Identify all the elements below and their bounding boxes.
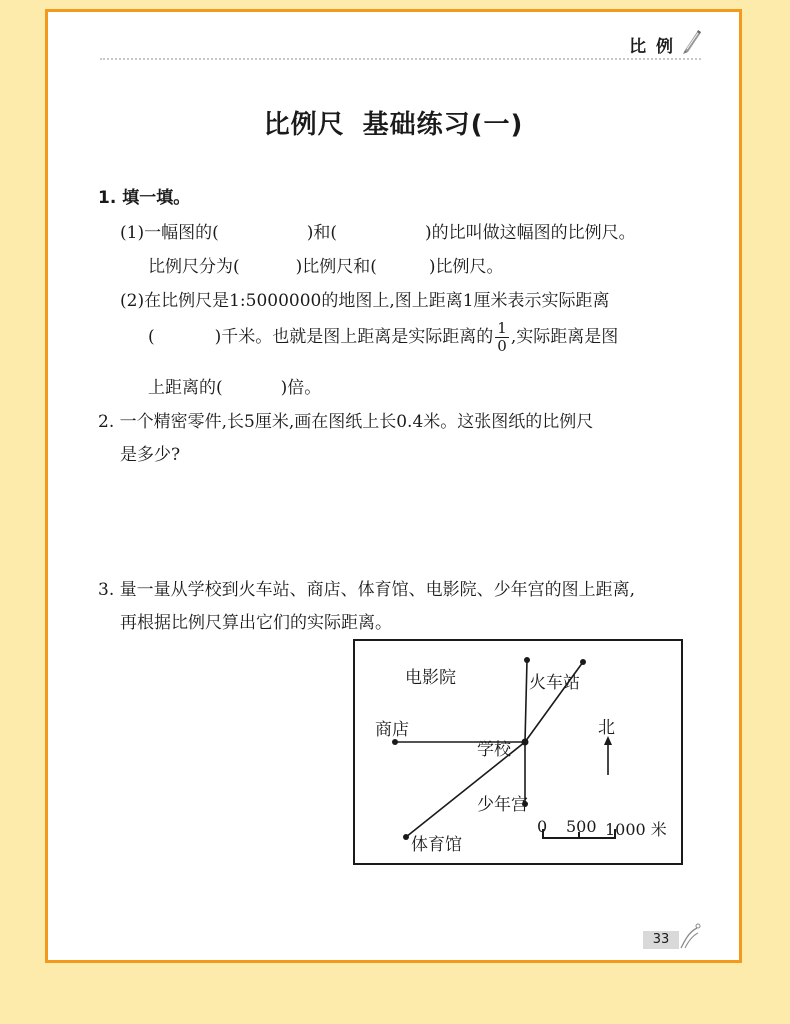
fraction [495,320,509,355]
q1-p2-mid: )比例尺和( [295,257,377,277]
page-number: 33 [643,931,679,949]
question-2-line-1: 2. 一个精密零件,长5厘米,画在图纸上长0.4米。这张图纸的比例尺 [98,412,594,432]
fraction-denominator: 0 [497,337,507,355]
road-school-cinema [525,660,527,742]
cinema-dot [524,657,530,663]
workbook-page [45,9,742,963]
question-1-line-4 [148,320,618,355]
q1-p4-mid: )千米。也就是图上距离是实际距离的 [214,327,494,347]
gym-dot [403,834,409,840]
pencil-icon [679,28,701,54]
label-gym: 体育馆 [411,835,462,855]
q1-p1-mid: )和( [306,223,337,243]
label-school: 学校 [477,740,511,760]
q1-p2-open: 比例尺分为( [148,257,240,277]
page-header [100,28,701,60]
title-main: 比例尺 [263,110,345,140]
station-dot [580,659,586,665]
swirl-decoration-icon [679,922,701,950]
question-3-line-2: 再根据比例尺算出它们的实际距离。 [120,613,392,633]
question-1-heading: 1. 填一填。 [98,188,191,208]
q1-p2-end: )比例尺。 [428,257,504,277]
label-shop: 商店 [375,720,409,740]
label-station: 火车站 [529,673,580,693]
q1-p5-end: )倍。 [280,378,322,398]
q1-p4-open: ( [148,327,155,347]
question-1-line-1 [120,218,636,243]
chapter-label: 比 例 [629,37,675,57]
label-youth-palace: 少年宫 [477,795,528,815]
q1-p1-open: (1)一幅图的( [120,223,219,243]
scale-label-0: 0 [537,817,548,836]
q1-p5-open: 上距离的( [148,378,223,398]
question-3-line-1: 3. 量一量从学校到火车站、商店、体育馆、电影院、少年宫的图上距离, [98,580,636,600]
page-title [48,104,739,141]
label-cinema: 电影院 [405,668,456,688]
school-dot [522,739,529,746]
q1-p1-end: )的比叫做这幅图的比例尺。 [424,223,636,243]
scale-label-1000: 1000 米 [605,820,667,839]
fraction-numerator: 1 [497,319,507,337]
question-1-line-3: (2)在比例尺是1:5000000的地图上,图上距离1厘米表示实际距离 [120,291,610,311]
question-2-line-2: 是多少? [120,445,181,465]
label-north: 北 [598,718,615,738]
question-1-line-5 [148,373,321,398]
title-sub: 基础练习(一) [362,110,524,140]
map-diagram [353,639,683,865]
q1-p4-end: ,实际距离是图 [510,327,619,347]
question-1-line-2 [148,252,504,277]
scale-label-500: 500 [566,817,597,836]
